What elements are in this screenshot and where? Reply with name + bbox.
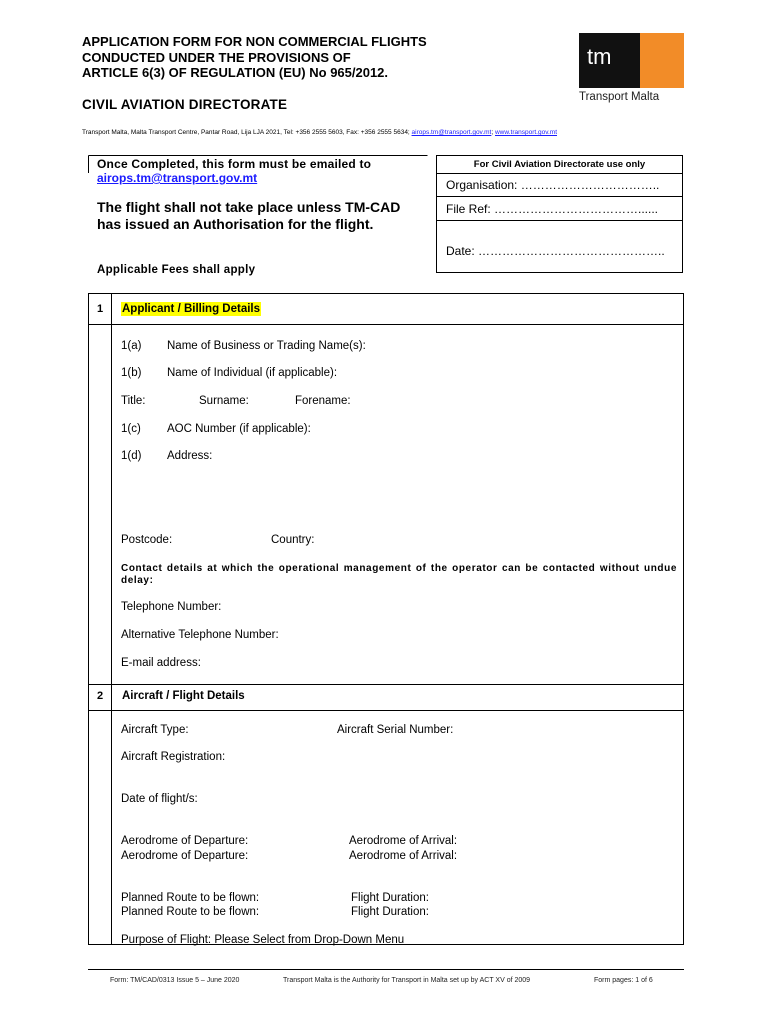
business-name-field[interactable]: Name of Business or Trading Name(s):: [167, 340, 366, 352]
authorisation-warning: The flight shall not take place unless TM-CAD has issued an Authorisation for the flight.: [97, 199, 401, 232]
section-2-number: 2: [97, 690, 104, 702]
route-field-1[interactable]: Planned Route to be flown:: [121, 892, 260, 904]
office-use-header: For Civil Aviation Directorate use only: [437, 156, 682, 174]
office-date-field[interactable]: Date: ………………………………………..: [446, 244, 665, 258]
once-completed-text: Once Completed, this form must be emailed to: [97, 157, 372, 171]
contact-email-link[interactable]: airops.tm@transport.gov.mt: [411, 129, 492, 136]
individual-name-field[interactable]: Name of Individual (if applicable):: [167, 367, 338, 379]
address-field[interactable]: Address:: [167, 450, 213, 462]
fees-notice: Applicable Fees shall apply: [97, 264, 256, 276]
route-field-2[interactable]: Planned Route to be flown:: [121, 906, 260, 918]
footer-divider: [88, 969, 684, 970]
title-line-2: CONDUCTED UNDER THE PROVISIONS OF: [82, 49, 351, 65]
footer-form-id: Form: TM/CAD/0313 Issue 5 – June 2020: [110, 977, 240, 984]
telephone-field[interactable]: Telephone Number:: [121, 601, 222, 613]
form-table: [88, 293, 684, 945]
purpose-dropdown[interactable]: Purpose of Flight: Please Select from Drop-Down Menu: [121, 934, 405, 946]
departure-field-1[interactable]: Aerodrome of Departure:: [121, 835, 249, 847]
form-title: [82, 34, 482, 81]
section-1-number: 1: [97, 303, 104, 315]
title-line-1: APPLICATION FORM FOR NON COMMERCIAL FLIGHTS: [82, 34, 427, 49]
arrival-field-2[interactable]: Aerodrome of Arrival:: [349, 850, 458, 862]
field-1d-number: 1(d): [121, 450, 142, 462]
logo-caption: Transport Malta: [579, 91, 660, 103]
submission-email-link[interactable]: airops.tm@transport.gov.mt: [97, 171, 258, 185]
country-field[interactable]: Country:: [271, 534, 315, 546]
contact-line: [82, 129, 557, 136]
duration-field-2[interactable]: Flight Duration:: [351, 906, 429, 918]
postcode-field[interactable]: Postcode:: [121, 534, 173, 546]
email-address-field[interactable]: E-mail address:: [121, 657, 201, 669]
section-2-title: Aircraft / Flight Details: [122, 690, 245, 702]
contact-details-note: Contact details at which the operational management of the operator can be contacted without undue delay:: [121, 563, 677, 586]
aircraft-registration-field[interactable]: Aircraft Registration:: [121, 751, 226, 763]
file-ref-field[interactable]: File Ref: ………………………………......: [446, 202, 659, 216]
footer-pages: Form pages: 1 of 6: [594, 977, 653, 984]
duration-field-1[interactable]: Flight Duration:: [351, 892, 429, 904]
office-use-box: [436, 155, 683, 273]
section-1-title: Applicant / Billing Details: [122, 303, 261, 315]
contact-separator: ;: [491, 129, 495, 136]
field-1c-number: 1(c): [121, 423, 141, 435]
contact-web-link[interactable]: www.transport.gov.mt: [494, 129, 557, 136]
alt-telephone-field[interactable]: Alternative Telephone Number:: [121, 629, 279, 641]
title-line-3: ARTICLE 6(3) OF REGULATION (EU) No 965/2012.: [82, 65, 389, 80]
footer-authority: Transport Malta is the Authority for Transport in Malta set up by ACT XV of 2009: [283, 977, 531, 984]
arrival-field-1[interactable]: Aerodrome of Arrival:: [349, 835, 458, 847]
aircraft-serial-field[interactable]: Aircraft Serial Number:: [337, 724, 454, 736]
transport-malta-logo: [579, 33, 684, 88]
aircraft-type-field[interactable]: Aircraft Type:: [121, 724, 189, 736]
forename-field[interactable]: Forename:: [295, 395, 351, 407]
surname-field[interactable]: Surname:: [199, 395, 249, 407]
flight-date-field[interactable]: Date of flight/s:: [121, 793, 198, 805]
organisation-field[interactable]: Organisation: ……………………………..: [446, 178, 660, 192]
field-1a-number: 1(a): [121, 340, 142, 352]
logo-tm-text: tm: [587, 44, 612, 69]
title-field[interactable]: Title:: [121, 395, 146, 407]
aoc-number-field[interactable]: AOC Number (if applicable):: [167, 423, 311, 435]
departure-field-2[interactable]: Aerodrome of Departure:: [121, 850, 249, 862]
contact-address: Transport Malta, Malta Transport Centre, Pantar Road, Lija LJA 2021, Tel: +356 2555 5603, Fax: +356 2555 5634;: [82, 129, 412, 136]
directorate-heading: CIVIL AVIATION DIRECTORATE: [82, 97, 288, 112]
field-1b-number: 1(b): [121, 367, 142, 379]
